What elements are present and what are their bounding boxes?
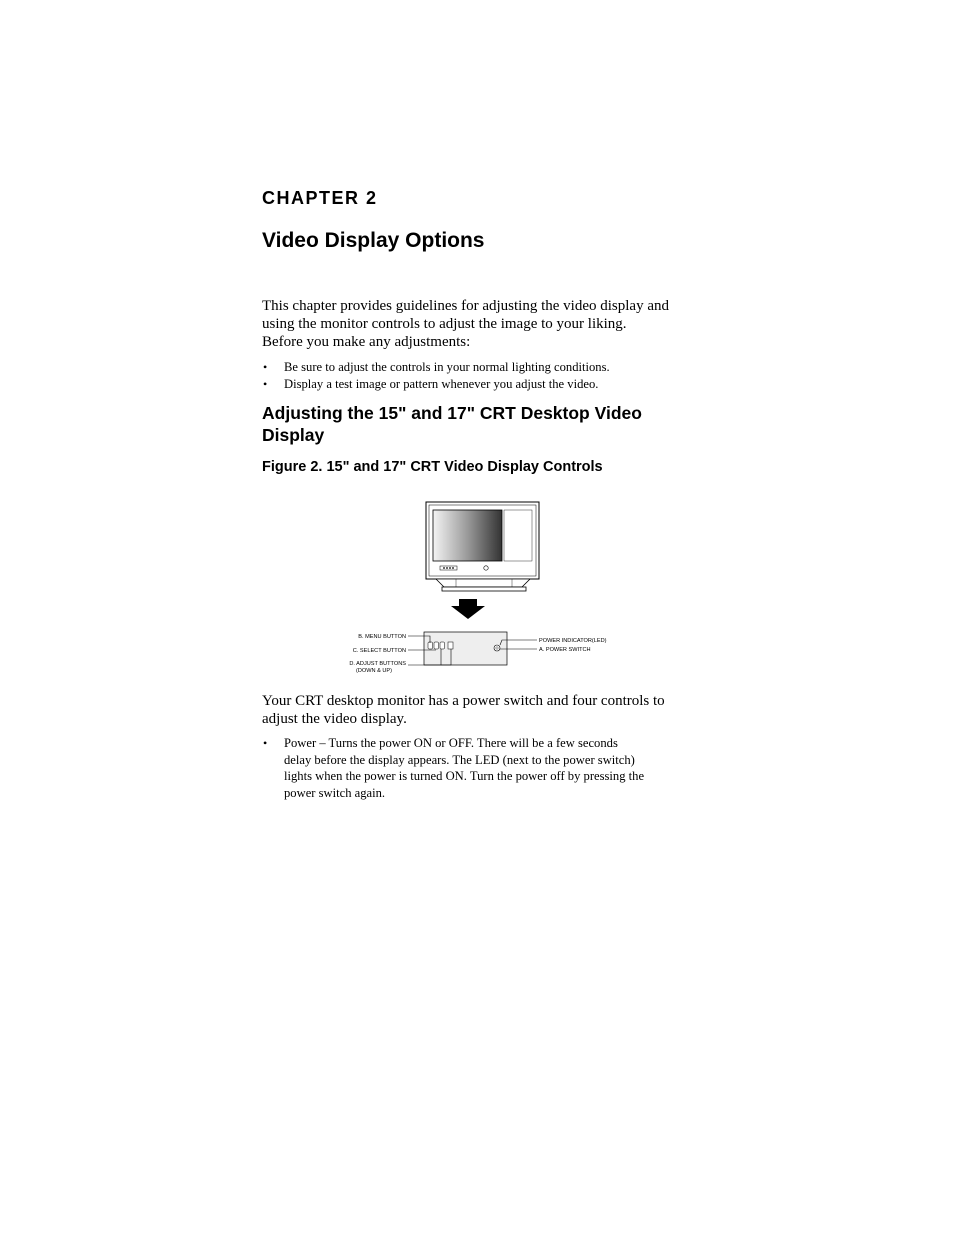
intro-line: This chapter provides guidelines for adjusting the video display and	[262, 298, 669, 314]
select-button-label: C. SELECT BUTTON	[352, 648, 406, 654]
down-arrow-icon	[451, 599, 485, 619]
adjust-buttons-sublabel: (DOWN & UP)	[355, 668, 392, 674]
menu-button-label: B. MENU BUTTON	[358, 634, 406, 640]
adjust-buttons-label: D. ADJUST BUTTONS	[349, 661, 406, 667]
power-switch-label: A. POWER SWITCH	[539, 647, 591, 653]
page-title: Video Display Options	[262, 229, 485, 252]
bullet-icon: •	[263, 736, 268, 750]
bullet-icon: •	[263, 360, 268, 374]
bullet-line: lights when the power is turned ON. Turn the power off by pressing the	[284, 769, 645, 783]
power-indicator-label: POWER INDICATOR(LED)	[539, 638, 607, 644]
figure-caption: Figure 2. 15" and 17" CRT Video Display Controls	[262, 459, 603, 475]
crt-controls-figure	[340, 495, 630, 680]
section-heading: Adjusting the 15" and 17" CRT Desktop Video Display	[262, 403, 642, 445]
controls-paragraph	[262, 692, 702, 728]
bullet-line: Power – Turns the power ON or OFF. There will be a few seconds	[284, 736, 618, 750]
power-bullet-list	[262, 735, 702, 801]
list-item	[262, 359, 702, 376]
intro-paragraph	[262, 297, 702, 351]
list-item	[262, 735, 702, 801]
control-panel-illustration	[424, 632, 507, 665]
bullet-line: delay before the display appears. The LED (next to the power switch)	[284, 752, 635, 767]
crt-monitor-illustration	[426, 502, 539, 591]
bullet-icon: •	[263, 376, 268, 391]
bullet-text: Display a test image or pattern whenever you adjust the video.	[284, 376, 599, 391]
list-item	[262, 376, 702, 393]
bullet-line: power switch again.	[284, 785, 386, 800]
bullet-text: Be sure to adjust the controls in your normal lighting conditions.	[284, 360, 610, 374]
intro-line: Before you make any adjustments:	[262, 334, 471, 350]
intro-bullet-list	[262, 359, 702, 392]
intro-line: using the monitor controls to adjust the image to your liking.	[262, 316, 627, 332]
paragraph-line: adjust the video display.	[262, 711, 407, 727]
paragraph-line: Your CRT desktop monitor has a power switch and four controls to	[262, 693, 665, 709]
chapter-label: CHAPTER 2	[262, 188, 378, 208]
